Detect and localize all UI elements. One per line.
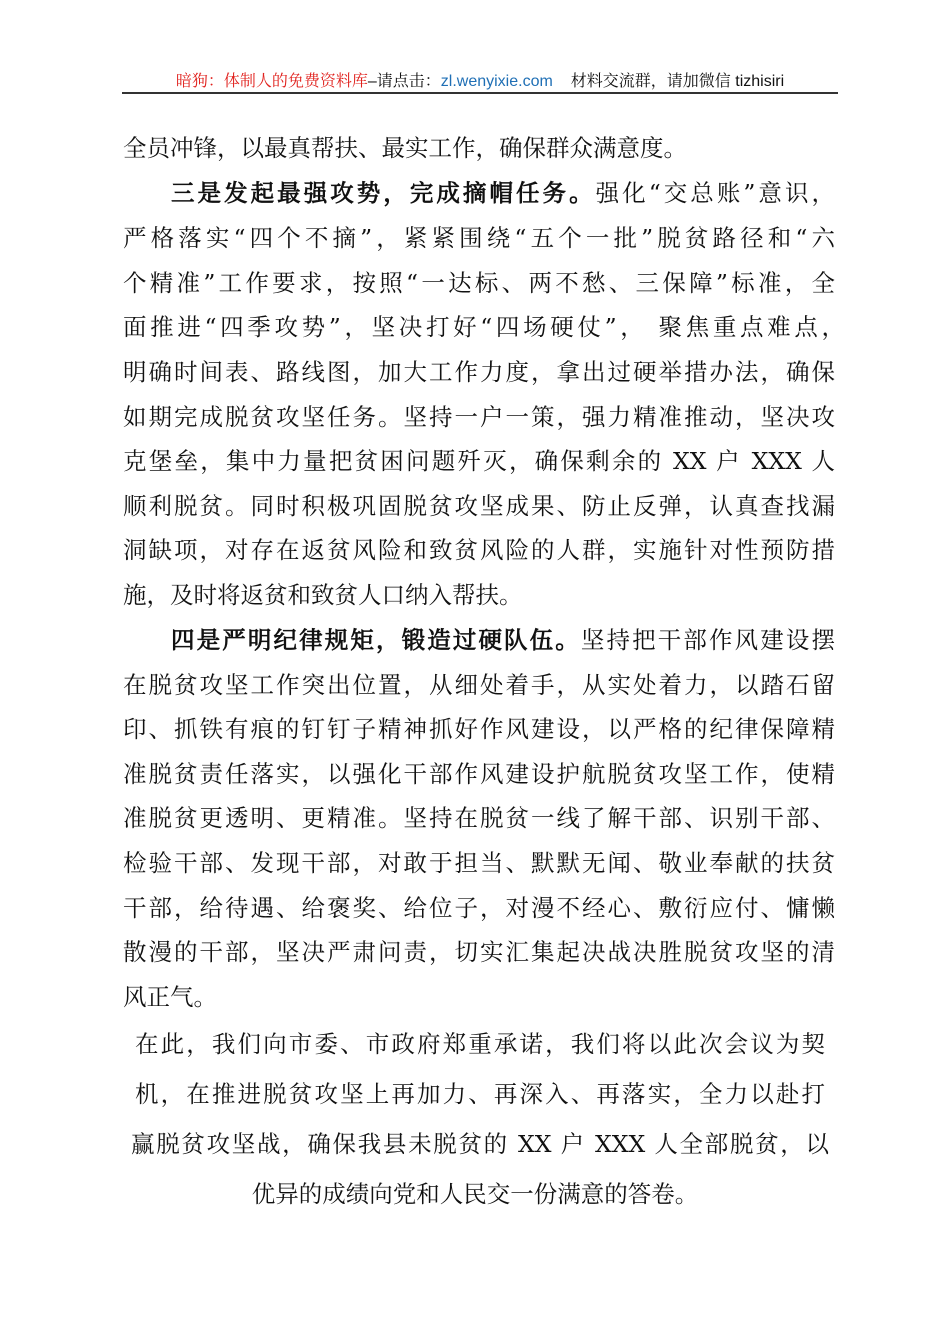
text-line: 三是发起最强攻势，完成摘帽任务。强化“交总账”意识， (171, 179, 836, 207)
text-line: 施，及时将返贫和致贫人口纳入帮扶。 (123, 581, 523, 609)
header-click-prompt: –请点击： (367, 73, 441, 90)
text-line: 个精准”工作要求，按照“一达标、两不愁、三保障”标准，全 (123, 269, 835, 297)
text-line: 洞缺项，对存在返贫风险和致贫风险的人群，实施针对性预防措 (123, 536, 835, 564)
text-line: 四是严明纪律规矩，锻造过硬队伍。坚持把干部作风建设摆 (171, 626, 836, 654)
text-line: 检验干部、发现干部，对敢于担当、默默无闻、敬业奉献的扶贫 (123, 849, 835, 877)
text-line: 克堡垒，集中力量把贫困问题歼灭，确保剩余的 XX 户 XXX 人 (123, 447, 835, 475)
text-line: 全员冲锋，以最真帮扶、最实工作，确保群众满意度。 (123, 134, 687, 162)
text-line: 顺利脱贫。同时积极巩固脱贫攻坚成果、防止反弹，认真查找漏 (123, 492, 835, 520)
text-line: 优异的成绩向党和人民交一份满意的答卷。 (251, 1180, 699, 1208)
paragraph-heading: 三是发起最强攻势，完成摘帽任务。 (171, 179, 596, 207)
text-line: 准脱贫责任落实，以强化干部作风建设护航脱贫攻坚工作，使精 (123, 760, 835, 788)
text-line: 赢脱贫攻坚战，确保我县未脱贫的 XX 户 XXX 人全部脱贫，以 (131, 1130, 829, 1158)
text-line: 在脱贫攻坚工作突出位置，从细处着手，从实处着力，以踏石留 (123, 671, 835, 699)
text-line: 机，在推进脱贫攻坚上再加力、再深入、再落实，全力以赴打 (135, 1080, 825, 1108)
text-line: 准脱贫更透明、更精准。坚持在脱贫一线了解干部、识别干部、 (123, 804, 835, 832)
text-line: 风正气。 (123, 983, 217, 1011)
header-link[interactable]: zl.wenyixie.com (440, 73, 553, 90)
text-line: 严格落实“四个不摘”，紧紧围绕“五个一批”脱贫路径和“六 (123, 224, 835, 252)
paragraph-heading: 四是严明纪律规矩，锻造过硬队伍。 (171, 626, 581, 654)
text-line: 面推进“四季攻势”，坚决打好“四场硬仗”， 聚焦重点难点， (123, 313, 845, 341)
text-line: 如期完成脱贫攻坚任务。坚持一户一策，强力精准推动，坚决攻 (123, 403, 835, 431)
header-wechat-note: 材料交流群，请加微信 tizhisiri (570, 73, 785, 90)
text-line: 印、抓铁有痕的钉钉子精神抓好作风建设，以严格的纪律保障精 (123, 715, 835, 743)
header-site-name: 暗狗：体制人的免费资料库 (175, 73, 368, 90)
text-line: 在此，我们向市委、市政府郑重承诺，我们将以此次会议为契 (135, 1030, 825, 1058)
text-line: 明确时间表、路线图，加大工作力度，拿出过硬举措办法，确保 (123, 358, 835, 386)
page-header (122, 68, 838, 94)
text-line: 干部，给待遇、给褒奖、给位子，对漫不经心、敷衍应付、慵懒 (123, 894, 835, 922)
text-line: 散漫的干部，坚决严肃问责，切实汇集起决战决胜脱贫攻坚的清 (123, 938, 835, 966)
